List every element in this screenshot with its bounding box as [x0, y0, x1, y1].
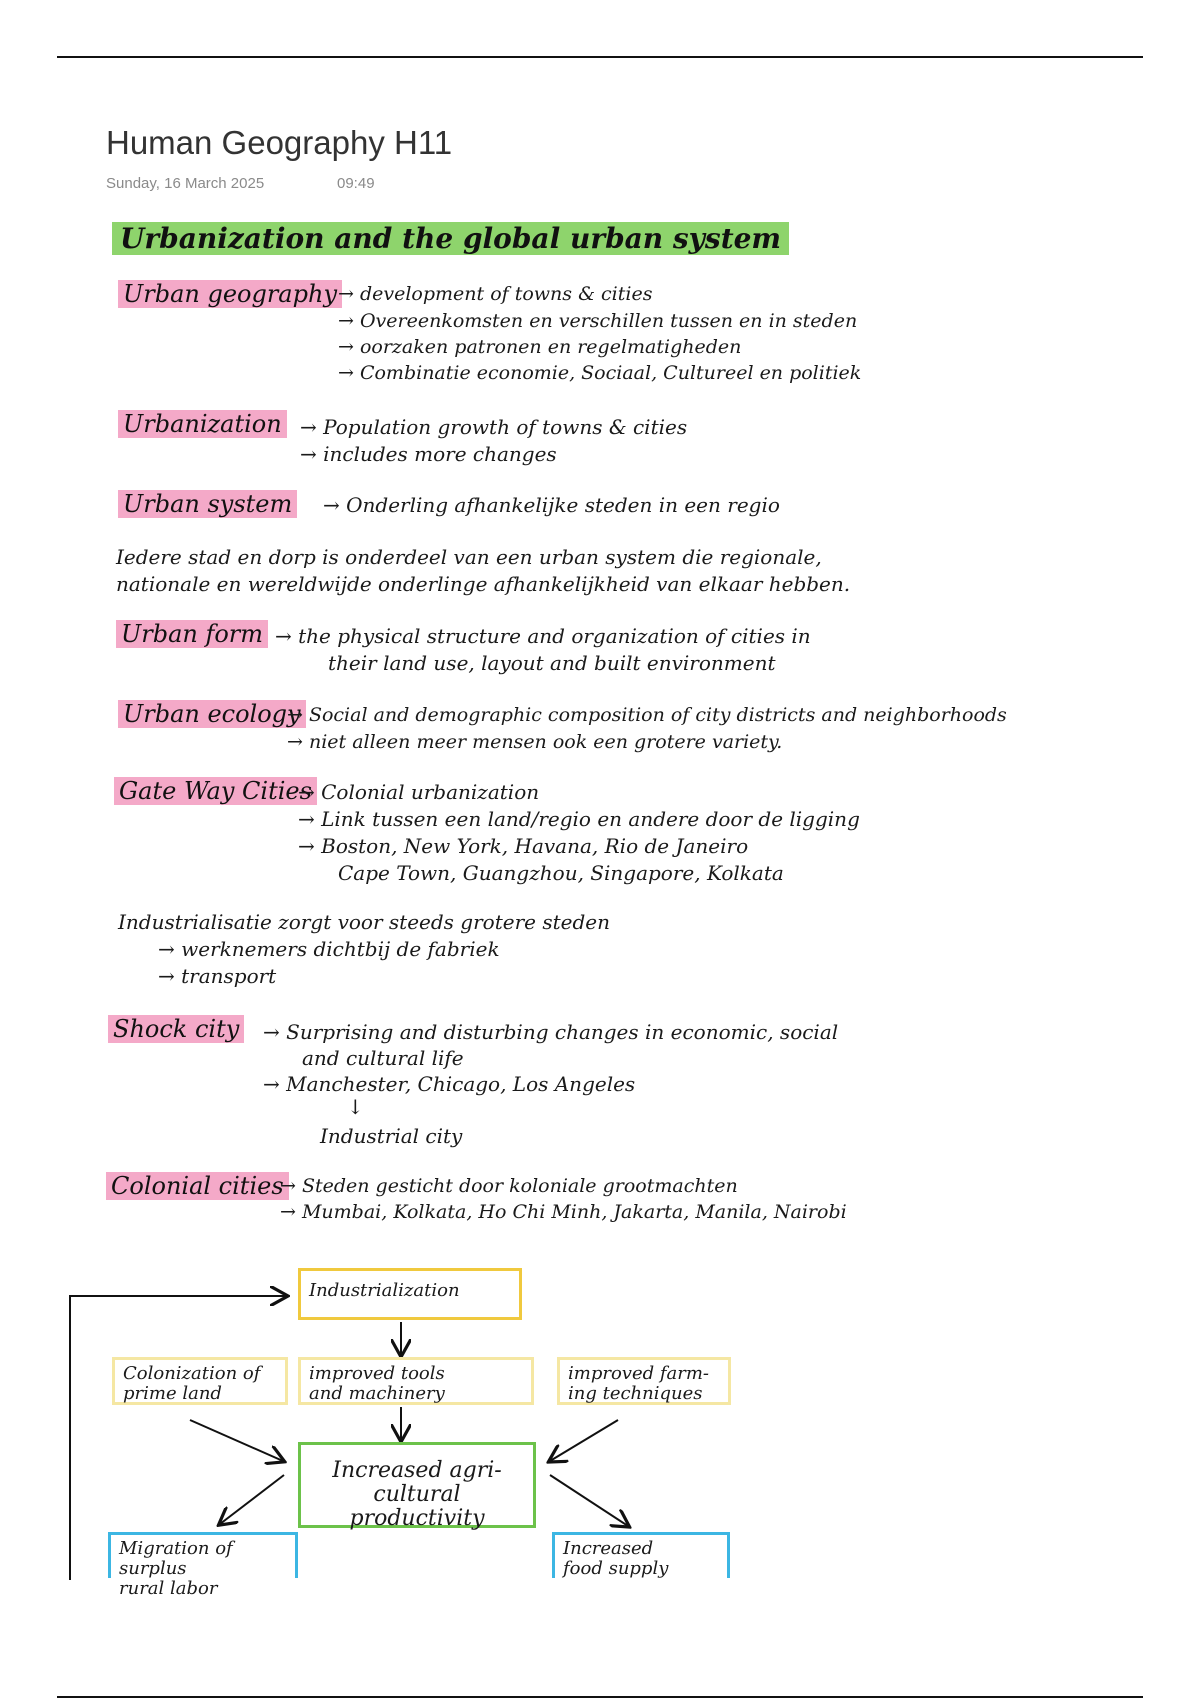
- box-text-line-2: cultural productivity: [349, 1482, 485, 1532]
- gateway-line-3: → Boston, New York, Havana, Rio de Janeiro: [298, 834, 749, 858]
- industrialisatie-line-2: → werknemers dichtbij de fabriek: [158, 937, 500, 961]
- urban-form-line-1: → the physical structure and organization of cities in: [275, 624, 811, 648]
- box-text-line-2: prime land: [123, 1382, 222, 1404]
- box-improved-tools: [298, 1357, 534, 1405]
- term-label: Urban system: [118, 490, 297, 518]
- shock-city-down-arrow: ↓: [347, 1095, 364, 1119]
- note-line-2: nationale en wereldwijde onderlinge afhankelijkheid van elkaar hebben.: [116, 572, 851, 596]
- urban-form-line-2: their land use, layout and built environment: [328, 651, 776, 675]
- box-text-line-2: ing techniques: [568, 1382, 703, 1404]
- term-label: Urban form: [116, 620, 268, 648]
- box-colonization: [112, 1357, 288, 1405]
- box-increased-agri: [298, 1442, 536, 1532]
- box-migration: [108, 1532, 298, 1599]
- industrialisatie-line-3: → transport: [158, 964, 277, 988]
- industrialisatie-line-1: Industrialisatie zorgt voor steeds grotere steden: [118, 910, 610, 934]
- colonial-line-2: → Mumbai, Kolkata, Ho Chi Minh, Jakarta, Manila, Nairobi: [280, 1201, 847, 1223]
- box-improved-farming: [557, 1357, 731, 1405]
- term-label: Urban geography: [118, 280, 342, 308]
- urban-ecology-line-2: → niet alleen meer mensen ook een grotere variety.: [287, 731, 783, 753]
- urban-geography-line-1: → development of towns & cities: [338, 283, 653, 305]
- shock-city-line-5: Industrial city: [320, 1124, 463, 1148]
- box-text-line-2: food supply: [563, 1557, 669, 1579]
- term-label: Urban ecology: [118, 700, 306, 728]
- heading-highlight: Urbanization and the global urban system: [112, 222, 789, 255]
- shock-city-line-1: → Surprising and disturbing changes in economic, social: [263, 1020, 839, 1044]
- gateway-line-1: → Colonial urbanization: [298, 780, 540, 804]
- page-time: 09:49: [337, 175, 375, 192]
- box-text-line-1: improved farm-: [568, 1363, 710, 1384]
- urban-ecology-line-1: → Social and demographic composition of city districts and neighborhoods: [287, 704, 1007, 726]
- box-text: Industrialization: [309, 1280, 460, 1301]
- page-title: Human Geography H11: [106, 124, 453, 161]
- gateway-line-4: Cape Town, Guangzhou, Singapore, Kolkata: [338, 861, 784, 885]
- box-text-line-1: improved tools: [309, 1363, 445, 1384]
- box-text-line-2: rural labor: [119, 1577, 218, 1599]
- shock-city-line-3: → Manchester, Chicago, Los Angeles: [263, 1072, 636, 1096]
- shock-city-line-2: and cultural life: [302, 1046, 464, 1070]
- box-text-line-1: Migration of surplus: [119, 1538, 233, 1579]
- urban-geography-line-4: → Combinatie economie, Sociaal, Cultureel en politiek: [338, 362, 862, 384]
- gateway-line-2: → Link tussen een land/regio en andere door de ligging: [298, 807, 860, 831]
- colonial-line-1: → Steden gesticht door koloniale grootmachten: [280, 1175, 738, 1197]
- box-increased-food: [552, 1532, 730, 1578]
- urban-geography-line-3: → oorzaken patronen en regelmatigheden: [338, 336, 742, 358]
- term-label: Colonial cities: [106, 1172, 289, 1200]
- urbanization-line-2: → includes more changes: [300, 442, 557, 466]
- urban-geography-line-2: → Overeenkomsten en verschillen tussen en in steden: [338, 310, 858, 332]
- note-line-1: Iedere stad en dorp is onderdeel van een urban system die regionale,: [116, 545, 822, 569]
- urbanization-line-1: → Population growth of towns & cities: [300, 415, 688, 439]
- box-text-line-1: Colonization of: [123, 1363, 261, 1384]
- box-industrialization: [298, 1268, 522, 1320]
- urban-system-line-1: → Onderling afhankelijke steden in een regio: [323, 493, 780, 517]
- box-text-line-1: Increased agri-: [332, 1458, 502, 1483]
- term-label: Urbanization: [118, 410, 287, 438]
- page-date: Sunday, 16 March 2025: [106, 175, 265, 192]
- term-label: Shock city: [108, 1015, 244, 1043]
- term-label: Gate Way Cities: [114, 777, 317, 805]
- box-text-line-2: and machinery: [309, 1382, 445, 1404]
- box-text-line-1: Increased: [563, 1538, 654, 1559]
- bottom-rule: [57, 1696, 1143, 1698]
